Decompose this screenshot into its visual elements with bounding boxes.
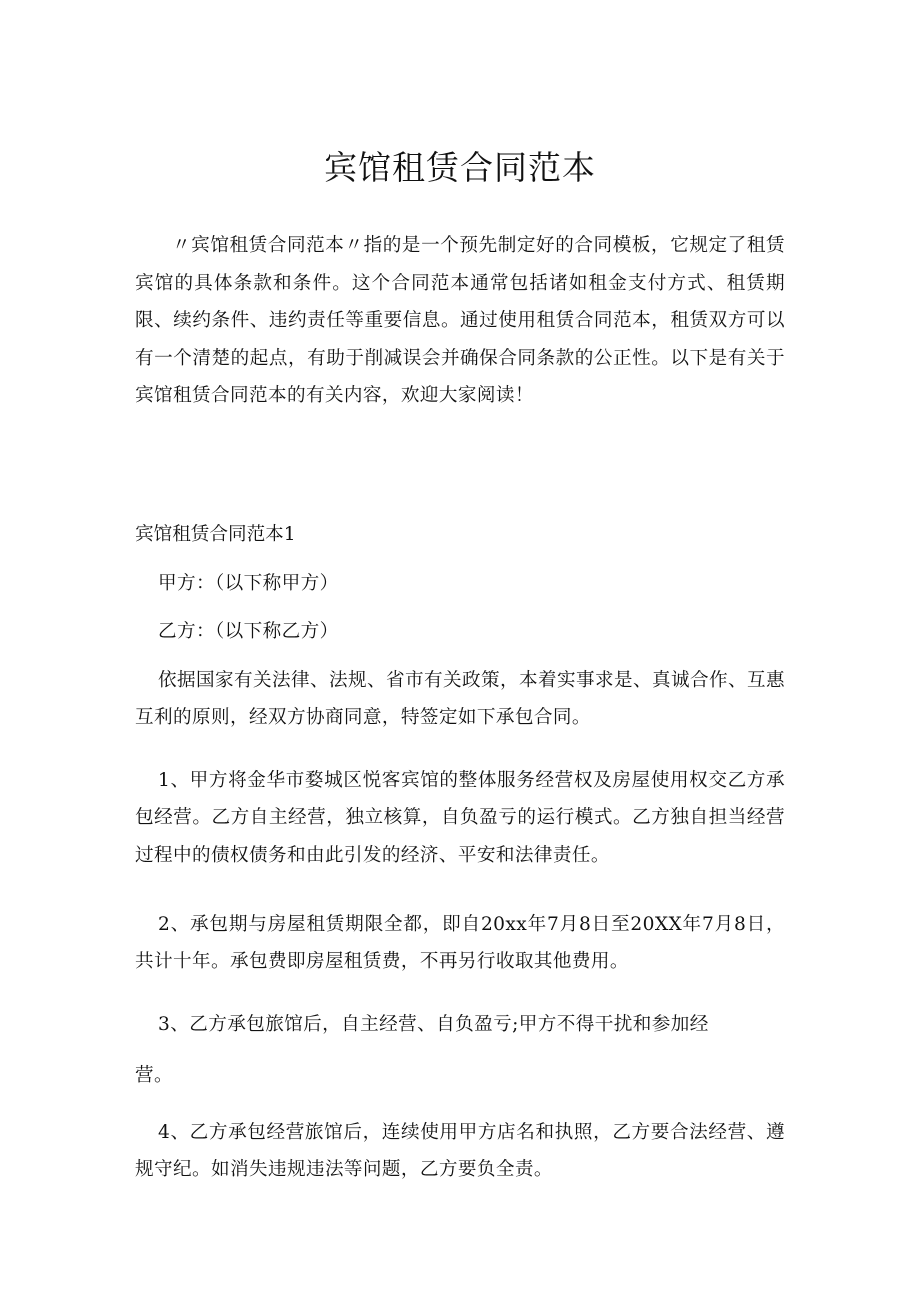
clause-1: 1、甲方将金华市婺城区悦客宾馆的整体服务经营权及房屋使用权交乙方承包经营。乙方自主经营，独立核算，自负盈亏的运行模式。乙方独自担当经营过程中的债权债务和由此引发的经济、平安和法律责任。 (135, 770, 785, 866)
intro-paragraph: 〃宾馆租赁合同范本〃指的是一个预先制定好的合同模板，它规定了租赁宾馆的具体条款和条件。这个合同范本通常包括诸如租金支付方式、租赁期限、续约条件、违约责任等重要信息。通过使用租赁合同范本，租赁双方可以有一个清楚的起点，有助于削减误会并确保合同条款的公正性。以下是有关于宾馆租赁合同范本的有关内容，欢迎大家阅读！ (135, 235, 785, 407)
section-heading: 宾馆租赁合同范本1 (135, 524, 296, 545)
document-title: 宾馆租赁合同范本 (324, 148, 596, 187)
clause-3-continuation: 营。 (135, 1065, 173, 1086)
clause-2: 2、承包期与房屋租赁期限全都，即自20xx年7月8日至20XX年7月8日，共计十年。承包费即房屋租赁费，不再另行收取其他费用。 (135, 914, 785, 973)
preamble-paragraph: 依据国家有关法律、法规、省市有关政策，本着实事求是、真诚合作、互惠互利的原则，经双方协商同意，特签定如下承包合同。 (135, 670, 785, 729)
party-b-line: 乙方：（以下称乙方） (158, 621, 339, 642)
clause-4: 4、乙方承包经营旅馆后，连续使用甲方店名和执照，乙方要合法经营、遵规守纪。如消失违规违法等问题，乙方要负全责。 (135, 1122, 785, 1181)
party-a-line: 甲方：（以下称甲方） (158, 573, 339, 594)
clause-3: 3、乙方承包旅馆后，自主经营、自负盈亏;甲方不得干扰和参加经 (158, 1014, 709, 1035)
